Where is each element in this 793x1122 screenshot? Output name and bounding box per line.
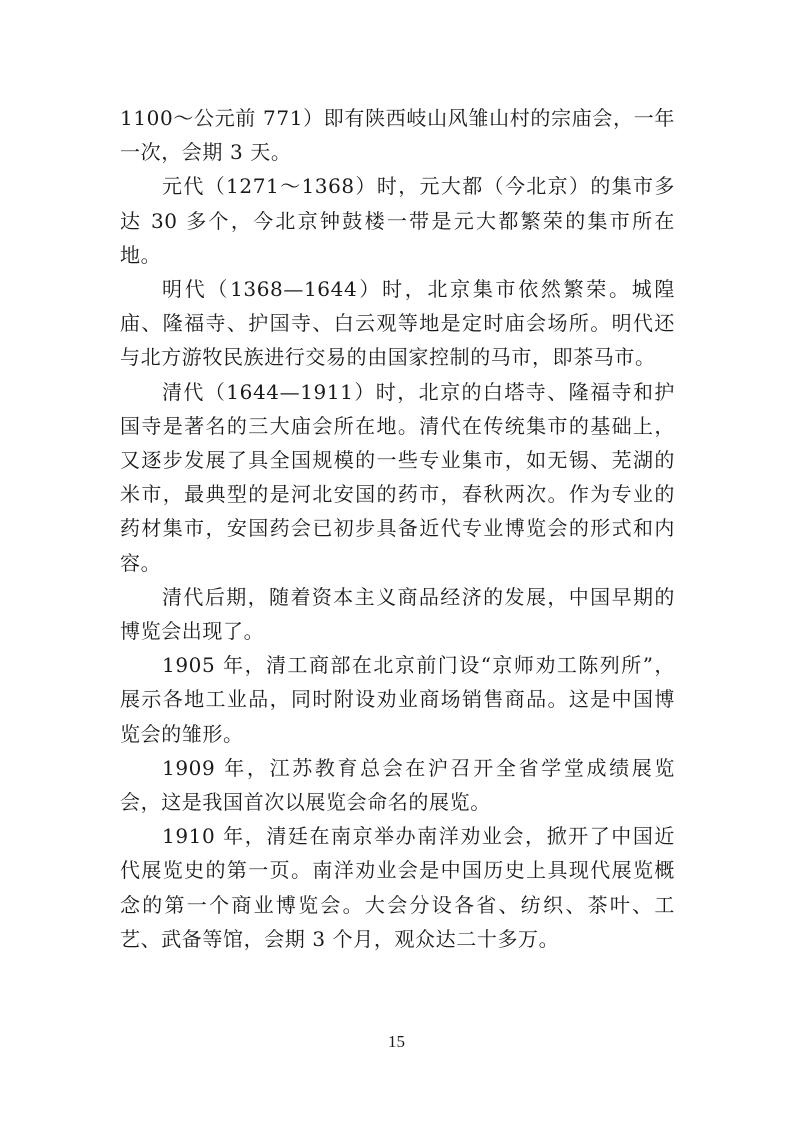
paragraph: 1100～公元前 771）即有陕西岐山风雏山村的宗庙会，一年一次，会期 3 天。 <box>120 106 675 165</box>
page-number: 15 <box>388 1032 405 1051</box>
paragraph: 1905 年，清工商部在北京前门设“京师劝工陈列所”，展示各地工业品，同时附设劝业商场销售商品。这是中国博览会的雏形。 <box>120 653 675 746</box>
paragraph: 清代后期，随着资本主义商品经济的发展，中国早期的博览会出现了。 <box>120 584 675 644</box>
body-text <box>120 101 675 956</box>
paragraph: 1909 年，江苏教育总会在沪召开全省学堂成绩展览会，这是我国首次以展览会命名的展览。 <box>120 755 675 815</box>
paragraph: 清代（1644—1911）时，北京的白塔寺、隆福寺和护国寺是著名的三大庙会所在地。清代在传统集市的基础上，又逐步发展了具全国规模的一些专业集市，如无锡、芜湖的米市，最典型的是河北安国的药市，春秋两次。作为专业的药材集市，安国药会已初步具备近代专业博览会的形式和内容。 <box>120 379 675 575</box>
paragraph: 1910 年，清廷在南京举办南洋劝业会，掀开了中国近代展览史的第一页。南洋劝业会是中国历史上具现代展览概念的第一个商业博览会。大会分设各省、纺织、茶叶、工艺、武备等馆，会期 3 个月，观众达二十多万。 <box>120 824 675 951</box>
paragraph: 明代（1368—1644）时，北京集市依然繁荣。城隍庙、隆福寺、护国寺、白云观等地是定时庙会场所。明代还与北方游牧民族进行交易的由国家控制的马市，即茶马市。 <box>120 277 675 370</box>
paragraph: 元代（1271～1368）时，元大都（今北京）的集市多达 30 多个，今北京钟鼓楼一带是元大都繁荣的集市所在地。 <box>120 174 675 267</box>
